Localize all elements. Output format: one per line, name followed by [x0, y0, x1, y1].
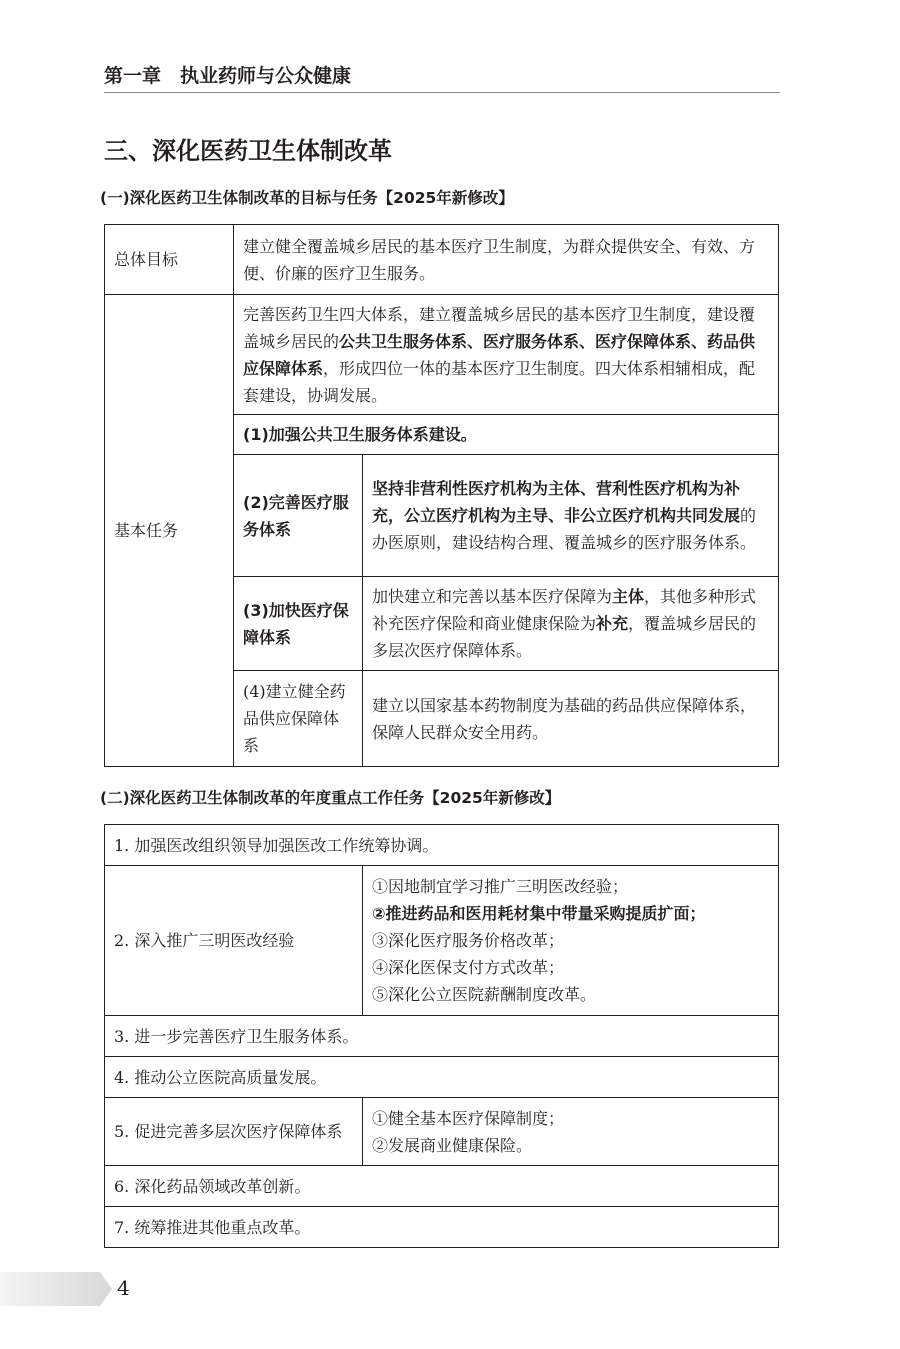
- page-tab-decoration: [0, 1272, 112, 1306]
- annual-task-1: 1. 加强医改组织领导加强医改工作统筹协调。: [105, 825, 779, 866]
- annual-task-3: 3. 进一步完善医疗卫生服务体系。: [105, 1016, 779, 1057]
- basic-tasks-label: 基本任务: [105, 295, 234, 767]
- page-number: 4: [117, 1276, 130, 1300]
- running-header: [104, 62, 780, 93]
- table-row: [105, 1016, 779, 1057]
- task4-label: (4)建立健全药品供应保障体系: [234, 671, 363, 767]
- chapter-title: 第一章 执业药师与公众健康: [104, 65, 352, 87]
- task4-text: 建立以国家基本药物制度为基础的药品供应保障体系，保障人民群众安全用药。: [363, 671, 779, 767]
- table-row: [105, 1098, 779, 1166]
- list-item: ②推进药品和医用耗材集中带量采购提质扩面；: [372, 904, 706, 923]
- table-row: [105, 1166, 779, 1207]
- task2-label: (2)完善医疗服务体系: [234, 455, 363, 577]
- task1-text: (1)加强公共卫生服务体系建设。: [234, 415, 779, 455]
- overall-goal-text: 建立健全覆盖城乡居民的基本医疗卫生制度，为群众提供安全、有效、方便、价廉的医疗卫生服务。: [234, 225, 779, 295]
- section-title: 三、深化医药卫生体制改革: [104, 137, 392, 165]
- list-item: ①健全基本医疗保障制度；: [372, 1108, 565, 1128]
- annual-tasks-table: [104, 824, 779, 1248]
- annual-task-2-list: [363, 866, 779, 1016]
- goals-tasks-table: [104, 224, 779, 767]
- table-row: [105, 825, 779, 866]
- annual-task-6: 6. 深化药品领域改革创新。: [105, 1166, 779, 1207]
- basic-tasks-intro-row: [105, 295, 779, 415]
- subsection-title-2: (二)深化医药卫生体制改革的年度重点工作任务【2025年新修改】: [100, 789, 561, 807]
- overall-goal-label: 总体目标: [105, 225, 234, 295]
- overall-goal-row: [105, 225, 779, 295]
- annual-task-4: 4. 推动公立医院高质量发展。: [105, 1057, 779, 1098]
- list-item: ②发展商业健康保险。: [372, 1135, 533, 1155]
- annual-task-2-label: 2. 深入推广三明医改经验: [105, 866, 363, 1016]
- task2-text: 坚持非营利性医疗机构为主体、营利性医疗机构为补充，公立医疗机构为主导、非公立医疗机构共同发展的办医原则，建设结构合理、覆盖城乡的医疗服务体系。: [363, 455, 779, 577]
- annual-task-5-list: [363, 1098, 779, 1166]
- list-item: ③深化医疗服务价格改革；: [372, 931, 565, 950]
- basic-tasks-intro: 完善医药卫生四大体系，建立覆盖城乡居民的基本医疗卫生制度，建设覆盖城乡居民的公共卫生服务体系、医疗服务体系、医疗保障体系、药品供应保障体系，形成四位一体的基本医疗卫生制度。四大体系相辅相成，配套建设，协调发展。: [234, 295, 779, 415]
- table-row: [105, 866, 779, 1016]
- table-row: [105, 1207, 779, 1248]
- subsection-title-1: (一)深化医药卫生体制改革的目标与任务【2025年新修改】: [100, 189, 514, 207]
- annual-task-5-label: 5. 促进完善多层次医疗保障体系: [105, 1098, 363, 1166]
- list-item: ①因地制宜学习推广三明医改经验；: [372, 877, 629, 896]
- list-item: ⑤深化公立医院薪酬制度改革。: [372, 985, 597, 1004]
- table-row: [105, 1057, 779, 1098]
- task3-label: (3)加快医疗保障体系: [234, 577, 363, 671]
- annual-task-7: 7. 统筹推进其他重点改革。: [105, 1207, 779, 1248]
- task3-text: 加快建立和完善以基本医疗保障为主体，其他多种形式补充医疗保险和商业健康保险为补充，覆盖城乡居民的多层次医疗保障体系。: [363, 577, 779, 671]
- list-item: ④深化医保支付方式改革；: [372, 958, 565, 977]
